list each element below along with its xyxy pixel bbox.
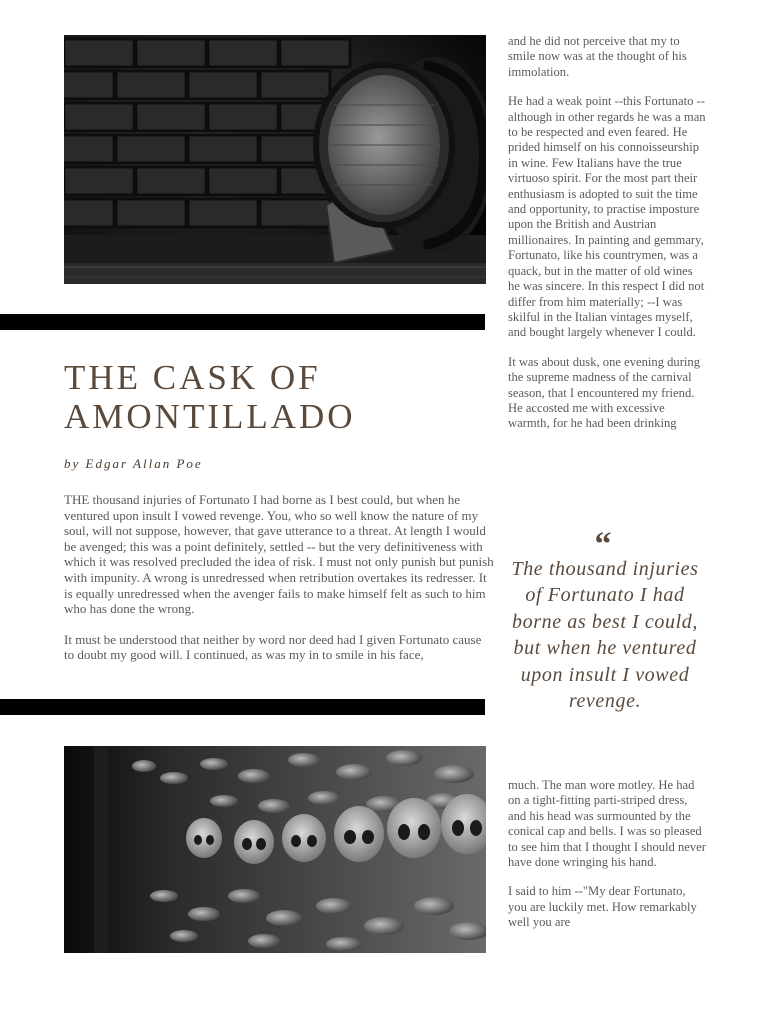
cask-illustration bbox=[64, 35, 486, 284]
divider-bar-bottom bbox=[0, 699, 485, 715]
article-title bbox=[64, 358, 484, 436]
divider-bar-top bbox=[0, 314, 485, 330]
quote-mark-icon: “ bbox=[594, 526, 612, 563]
left-paragraph-2: It must be understood that neither by word nor deed had I given Fortunato cause to doubt my good will. I continued, as was my in to smile in his face, bbox=[64, 631, 482, 663]
catacomb-illustration bbox=[64, 746, 486, 953]
catacomb-image bbox=[64, 746, 486, 953]
pull-quote: The thousand injuries of Fortunato I had borne as best I could, but when he ventured upon insult I vowed revenge. bbox=[511, 558, 699, 713]
right-paragraph-3: It was about dusk, one evening during the supreme madness of the carnival season, that I encountered my friend. He accosted me with excessive warmth, for he had been drinking bbox=[508, 354, 701, 431]
title-line-1: THE CASK OF bbox=[64, 358, 321, 397]
right-paragraph-5: I said to him --"My dear Fortunato, you are luckily met. How remarkably well you are bbox=[508, 884, 697, 930]
cask-image bbox=[64, 35, 486, 284]
right-paragraph-4: much. The man wore motley. He had on a tight-fitting parti-striped dress, and his head was surmounted by the conical cap and bells. I was so pleased to see him that I thought I should never have done wringing his hand. bbox=[508, 778, 706, 870]
byline: by Edgar Allan Poe bbox=[64, 456, 203, 471]
right-paragraph-1: and he did not perceive that my to smile now was at the thought of his immolation. bbox=[508, 34, 687, 79]
title-line-2: AMONTILLADO bbox=[64, 397, 356, 436]
right-column-top bbox=[508, 34, 706, 446]
right-column-bottom bbox=[508, 778, 706, 945]
left-paragraph-1: THE thousand injuries of Fortunato I had borne as I best could, but when he ventured upon insult I vowed revenge. You, who so well know the nature of my soul, will not suppose, however, that gave utterance to a threat. At length I would be avenged; this was a point definitely, settled -- but the very definitiveness with which it was resolved precluded the idea of risk. I must not only punish but punish with impunity. A wrong is unredressed when retribution overtakes its redresser. It is equally unredressed when the avenger fails to make himself felt as such to him who has done the wrong. bbox=[64, 492, 494, 617]
right-paragraph-2: He had a weak point --this Fortunato --although in other regards he was a man to be respected and even feared. He prided himself on his connoisseurship in wine. Few Italians have the true virtuoso spirit. For the most part their enthusiasm is adopted to suit the time and opportunity, to practise imposture upon the British and Austrian millionaires. In painting and gemmary, Fortunato, like his countrymen, was a quack, but in the matter of old wines he was sincere. In this respect I did not differ from him materially; --I was skilful in the Italian vintages myself, and bought largely whenever I could. bbox=[508, 94, 706, 340]
left-body-text bbox=[64, 492, 494, 678]
